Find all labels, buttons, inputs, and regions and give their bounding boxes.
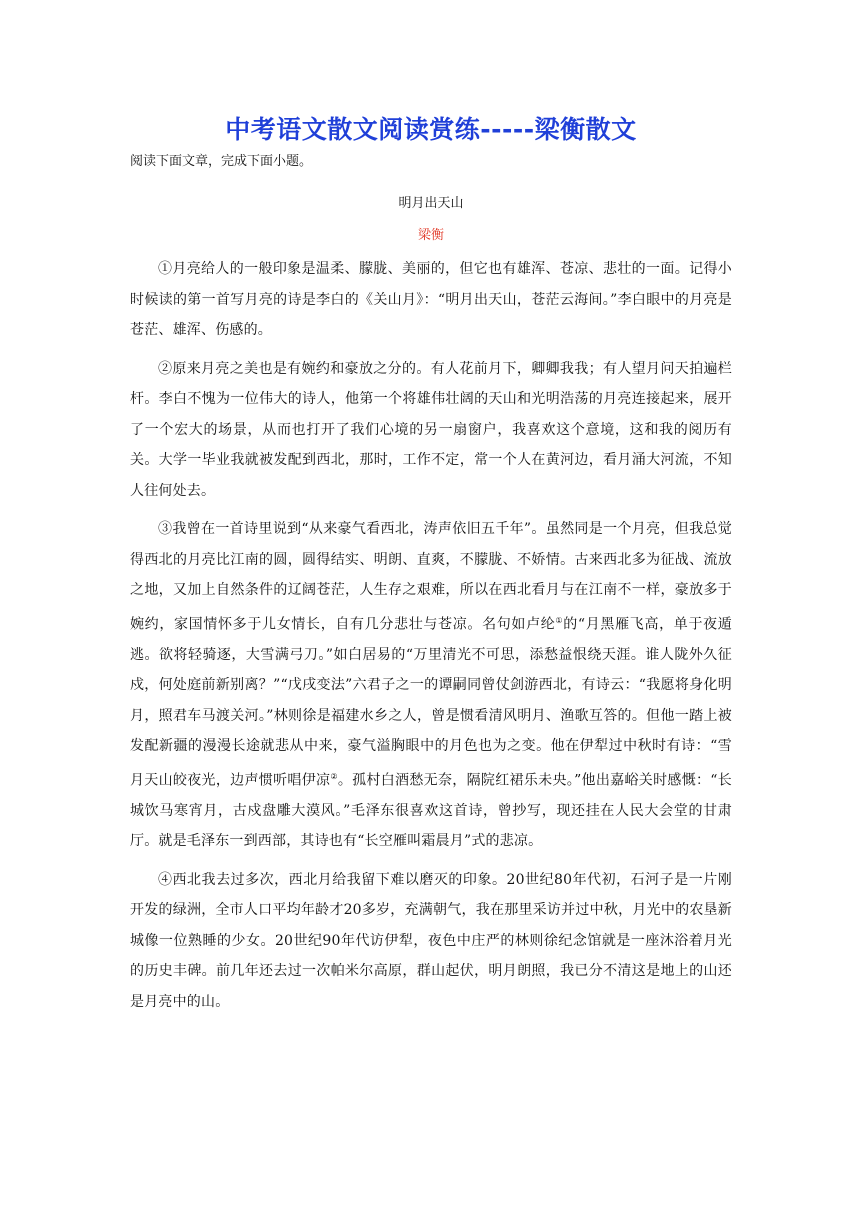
paragraph-1	[130, 254, 732, 346]
paragraph-3-text-a: ③我曾在一首诗里说到“从来豪气看西北，涛声依旧五千年”。虽然同是一个月亮，但我总觉得西北的月亮比江南的圆，圆得结实、明朗、直爽，不朦胧、不娇情。古来西北多为征战、流放之地，又加上自然条件的辽阔苍茫，人生存之艰难，所以在西北看月与在江南不一样，豪放多于婉约，家国情怀多于儿女情长，自有几分悲壮与苍凉。名句如卢纶	[130, 521, 732, 633]
paragraph-4-text: ④西北我去过多次，西北月给我留下难以磨灭的印象。20世纪80年代初，石河子是一片刚开发的绿洲，全市人口平均年龄才20多岁，充满朝气，我在那里采访并过中秋，月光中的农垦新城像一位熟睡的少女。20世纪90年代访伊犁，夜色中庄严的林则徐纪念馆就是一座沐浴着月光的历史丰碑。前几年还去过一次帕米尔高原，群山起伏，明月朗照，我已分不清这是地上的山还是月亮中的山。	[130, 871, 732, 1010]
paragraph-2-text: ②原来月亮之美也是有婉约和豪放之分的。有人花前月下，卿卿我我；有人望月问天拍遍栏杆。李白不愧为一位伟大的诗人，他第一个将雄伟壮阔的天山和光明浩荡的月亮连接起来，展开了一个宏大的场景，从而也打开了我们心境的另一扇窗户，我喜欢这个意境，这和我的阅历有关。大学一毕业我就被发配到西北，那时，工作不定，常一个人在黄河边，看月涌大河流，不知人往何处去。	[130, 360, 732, 499]
paragraph-3	[130, 514, 732, 857]
paragraph-1-text: ①月亮给人的一般印象是温柔、朦胧、美丽的，但它也有雄浑、苍凉、悲壮的一面。记得小时候读的第一首写月亮的诗是李白的《关山月》：“明月出天山，苍茫云海间。”李白眼中的月亮是苍茫、雄浑、伤感的。	[130, 261, 732, 338]
essay-title: 明月出天山	[398, 196, 464, 211]
document-page	[130, 110, 732, 1017]
paragraph-4	[130, 865, 732, 1018]
instruction-text: 阅读下面文章，完成下面小题。	[130, 154, 313, 169]
paragraph-3-text-b: 的“月黑雁飞高，单于夜遁逃。欲将轻骑逐，大雪满弓刀。”如白居易的“万里清光不可思，添愁益恨绕天涯。谁人陇外久征戍，何处庭前新别离？”“戊戌变法”六君子之一的谭嗣同曾仗剑游西北，有诗云：“我愿将身化明月，照君车马渡关河。”林则徐是福建水乡之人，曾是惯看清风明月、渔歌互答的。但他一踏上被发配新疆的漫漫长途就悲从中来，豪气溢胸眼中的月色也为之变。他在伊犁过中秋时有诗：“雪月天山皎夜光，边声惯听唱伊凉	[130, 616, 732, 789]
paragraph-2	[130, 354, 732, 507]
essay-author: 梁衡	[417, 228, 444, 243]
footnote-mark-1: ①	[555, 615, 564, 625]
footnote-mark-2: ②	[330, 771, 338, 781]
document-title: 中考语文散文阅读赏练-----梁衡散文	[225, 115, 637, 144]
paragraph-3-text-c: 。孤村白酒愁无奈，隔院红裙乐未央。”他出嘉峪关时感慨：“长城饮马寒宵月，古戍盘雕大漠风。”毛泽东很喜欢这首诗，曾抄写，现还挂在人民大会堂的甘肃厅。就是毛泽东一到西部，其诗也有“长空雁叫霜晨月”式的悲凉。	[130, 772, 732, 850]
